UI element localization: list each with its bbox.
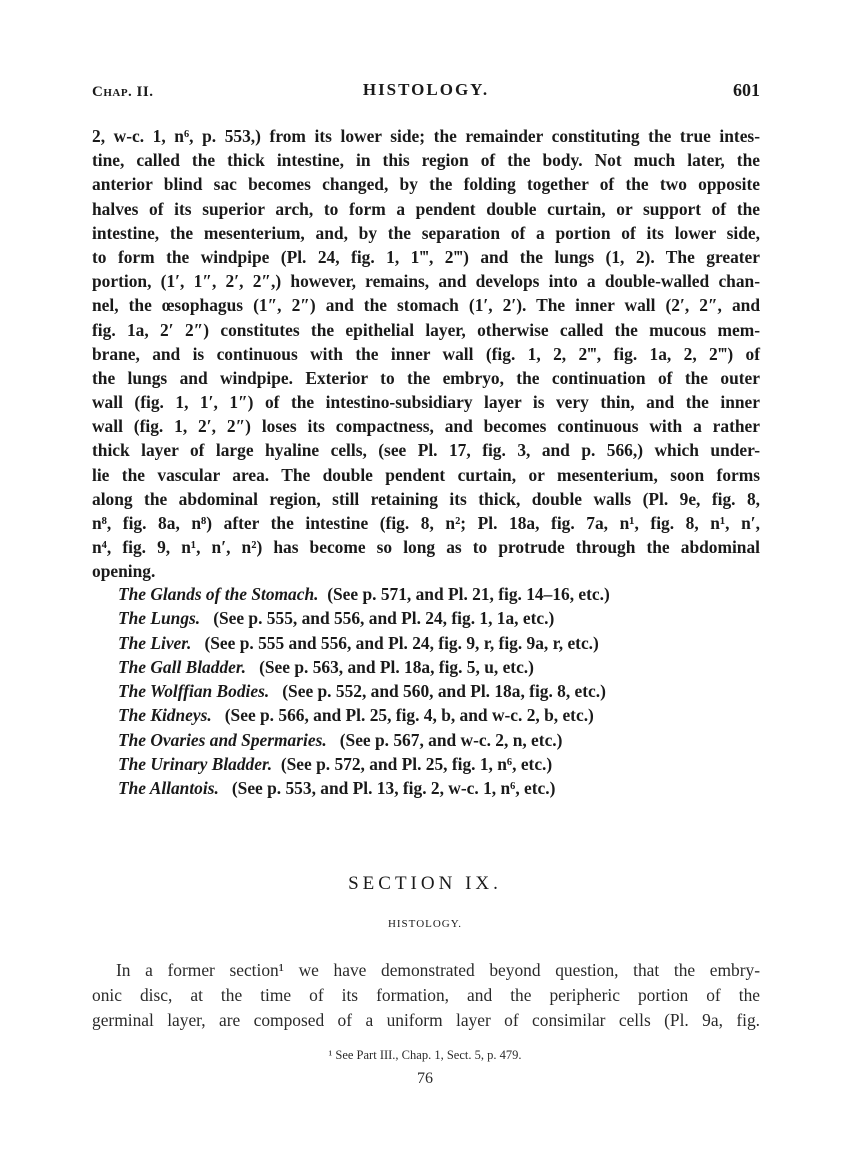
body-line: n⁴, fig. 9, n¹, n′, n²) has become so long as to protrude through the abdominal	[92, 537, 760, 558]
running-head	[92, 80, 760, 104]
reference-text: (See p. 567, and w-c. 2, n, etc.)	[339, 729, 563, 750]
running-head-title: HISTOLOGY.	[362, 80, 490, 99]
reference-title: The Liver.	[118, 632, 192, 653]
reference-item	[118, 582, 768, 606]
footnote: ¹ See Part III., Chap. 1, Sect. 5, p. 479.	[328, 1048, 522, 1062]
signature-mark: 76	[417, 1070, 433, 1087]
body-line: opening.	[92, 561, 156, 582]
reference-item	[118, 655, 768, 679]
body-paragraph	[92, 124, 760, 584]
reference-item	[118, 631, 768, 655]
body-line: lie the vascular area. The double pendent curtain, or mesenterium, soon forms	[92, 464, 760, 485]
reference-item	[118, 752, 768, 776]
reference-list	[118, 582, 768, 801]
reference-title: The Urinary Bladder.	[118, 754, 273, 775]
section-subheading: HISTOLOGY.	[387, 918, 463, 930]
reference-text: (See p. 552, and 560, and Pl. 18a, fig. 8, etc.)	[282, 681, 606, 702]
reference-item	[118, 728, 768, 752]
reference-item	[118, 606, 768, 630]
reference-item	[118, 776, 768, 800]
reference-text: (See p. 572, and Pl. 25, fig. 1, n⁶, etc.)	[280, 754, 553, 775]
intro-line: germinal layer, are composed of a uniform layer of consimilar cells (Pl. 9a, fig.	[92, 1010, 760, 1030]
reference-text: (See p. 566, and Pl. 25, fig. 4, b, and w-c. 2, b, etc.)	[224, 705, 594, 726]
intro-line: onic disc, at the time of its formation, and the peripheric portion of the	[92, 985, 760, 1005]
body-line: wall (fig. 1, 2′, 2″) loses its compactness, and becomes continuous with a rather	[92, 416, 760, 437]
reference-title: The Ovaries and Spermaries.	[118, 729, 327, 750]
reference-text: (See p. 563, and Pl. 18a, fig. 5, u, etc.)	[259, 656, 534, 677]
reference-title: The Gall Bladder.	[118, 656, 247, 677]
reference-item	[118, 679, 768, 703]
reference-text: (See p. 553, and Pl. 13, fig. 2, w-c. 1, n⁶, etc.)	[231, 778, 556, 799]
section-intro-paragraph	[92, 958, 760, 1033]
intro-line: In a former section¹ we have demonstrated beyond question, that the embry-	[116, 960, 760, 980]
body-line: portion, (1′, 1″, 2′, 2″,) however, remains, and develops into a double-walled chan-	[92, 271, 760, 292]
page-number: 601	[733, 80, 760, 100]
body-line: nel, the œsophagus (1″, 2″) and the stomach (1′, 2′). The inner wall (2′, 2″, and	[92, 295, 760, 316]
reference-title: The Glands of the Stomach.	[118, 584, 319, 604]
body-line: intestine, the mesenterium, and, by the separation of a portion of its lower side,	[92, 222, 760, 243]
running-head-chapter: Chap. II.	[92, 84, 154, 100]
body-line: the lungs and windpipe. Exterior to the embryo, the continuation of the outer	[92, 367, 760, 388]
body-line: anterior blind sac becomes changed, by the folding together of the two opposite	[92, 174, 760, 195]
reference-title: The Allantois.	[118, 778, 219, 799]
body-line: fig. 1a, 2′ 2″) constitutes the epithelial layer, otherwise called the mucous mem-	[92, 319, 760, 340]
reference-title: The Lungs.	[118, 608, 201, 629]
reference-item	[118, 703, 768, 727]
reference-text: (See p. 571, and Pl. 21, fig. 14–16, etc.)	[327, 584, 610, 604]
reference-title: The Wolffian Bodies.	[118, 681, 270, 702]
body-line: thick layer of large hyaline cells, (see Pl. 17, fig. 3, and p. 566,) which under-	[92, 440, 760, 461]
body-line: to form the windpipe (Pl. 24, fig. 1, 1‴, 2‴) and the lungs (1, 2). The greater	[92, 246, 760, 267]
body-line: along the abdominal region, still retaining its thick, double walls (Pl. 9e, fig. 8,	[92, 488, 760, 509]
body-line: halves of its superior arch, to form a pendent double curtain, or support of the	[92, 198, 760, 219]
body-line: n⁸, fig. 8a, n⁸) after the intestine (fig. 8, n²; Pl. 18a, fig. 7a, n¹, fig. 8, n¹, n′,	[92, 513, 760, 533]
reference-text: (See p. 555, and 556, and Pl. 24, fig. 1, 1a, etc.)	[213, 608, 555, 629]
body-line: tine, called the thick intestine, in this region of the body. Not much later, the	[92, 150, 760, 171]
body-line: wall (fig. 1, 1′, 1″) of the intestino-subsidiary layer is very thin, and the inner	[92, 392, 760, 413]
body-line: 2, w-c. 1, n⁶, p. 553,) from its lower side; the remainder constituting the true intes-	[92, 126, 760, 146]
body-line: brane, and is continuous with the inner wall (fig. 1, 2, 2‴, fig. 1a, 2, 2‴) of	[92, 343, 760, 364]
section-heading: SECTION IX.	[348, 873, 502, 894]
reference-text: (See p. 555 and 556, and Pl. 24, fig. 9, r, fig. 9a, r, etc.)	[204, 632, 599, 653]
reference-title: The Kidneys.	[118, 705, 212, 726]
